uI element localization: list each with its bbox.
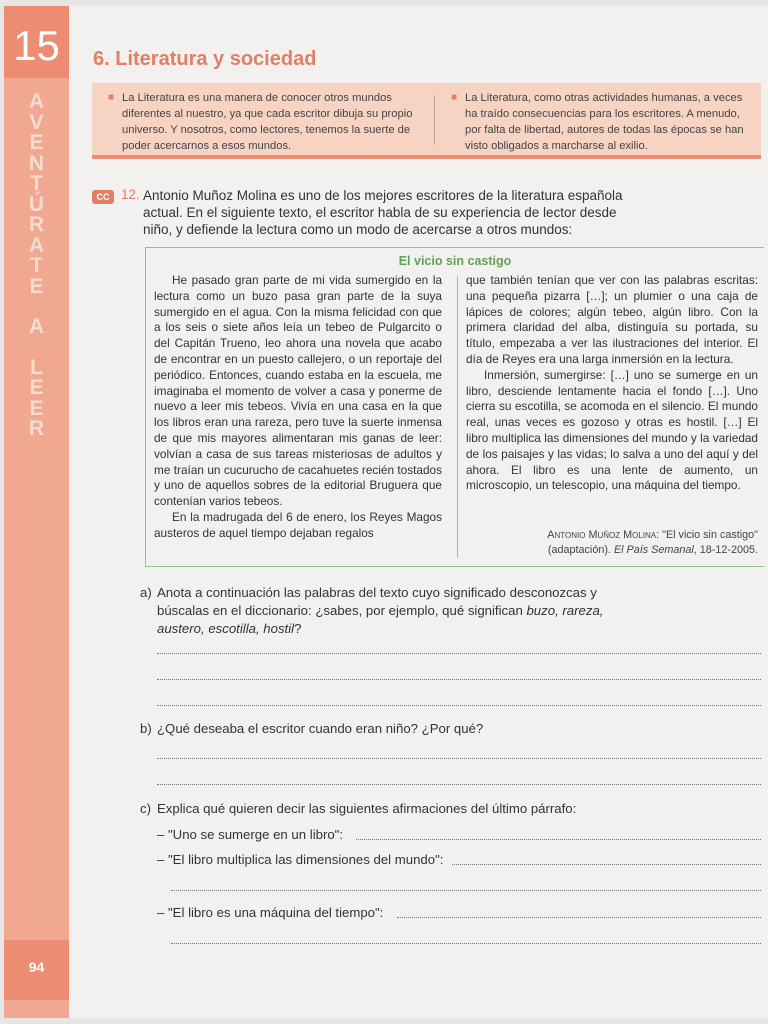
chapter-number: 15	[4, 6, 69, 78]
answer-line[interactable]	[157, 704, 761, 706]
reading-source	[466, 528, 758, 558]
column-divider	[457, 276, 458, 558]
sidebar-letter: T	[30, 254, 43, 277]
sidebar-letter: R	[28, 213, 45, 236]
statement-3: – "El libro es una máquina del tiempo":	[157, 905, 384, 920]
reading-column-right	[466, 273, 758, 494]
sidebar-letter: A	[28, 233, 45, 257]
answer-line[interactable]	[356, 838, 761, 840]
sidebar-letter: Ú	[28, 192, 45, 216]
sidebar-letter: E	[29, 274, 44, 298]
page-number: 94	[4, 940, 69, 1000]
info-right	[451, 90, 757, 154]
sidebar-letter: A	[28, 315, 45, 338]
answer-line[interactable]	[397, 916, 761, 918]
square-bullet-icon: ■	[108, 92, 115, 103]
question-b	[140, 720, 740, 738]
question-label: a)	[140, 585, 152, 600]
question-label: c)	[140, 801, 151, 816]
sidebar-gap	[4, 338, 69, 358]
question-c	[140, 800, 740, 818]
sidebar-letter: R	[28, 417, 45, 440]
question-c-text: Explica qué quieren decir las siguientes afirmaciones del último párrafo:	[157, 801, 577, 816]
reading-column-left	[154, 273, 442, 542]
source-note: (adaptación).	[547, 544, 614, 556]
sidebar-vertical-title	[4, 92, 69, 440]
sidebar-letter: T	[30, 172, 43, 195]
question-a-text-start: Anota a continuación las palabras del texto cuyo significado desconozcas y búscalas en el diccionario: ¿sabes, por ejemplo, qué significan	[157, 585, 597, 618]
statement-1: – "Uno se sumerge en un libro":	[157, 827, 344, 842]
question-a-words: buzo, rareza, austero, escotilla, hostil	[157, 603, 604, 636]
answer-line[interactable]	[171, 942, 761, 944]
info-left	[108, 90, 422, 154]
reading-paragraph: que también tenían que ver con las palabras escritas: una pequeña pizarra […]; un plumier o una caja de lápices de colores; algún tebeo, algún libro. Con la primera claridad del alba, distinguía su portada, su título, empezaba a ver las ilustraciones del interior. El día de Reyes era una larga inmersión en la lectura.	[466, 273, 758, 366]
section-title: 6. Literatura y sociedad	[93, 48, 317, 70]
sidebar-gap	[4, 297, 69, 317]
square-bullet-icon: ■	[451, 92, 458, 103]
question-number: 12.	[121, 187, 140, 202]
sidebar-letter: A	[28, 90, 45, 113]
question-label: b)	[140, 721, 152, 736]
reading-paragraph: He pasado gran parte de mi vida sumergido en la lectura como un buzo pasa gran parte de la suya sumergido en el agua. Con la misma felicidad con que a los seis o siete años leía un tebeo de Pulgarcito o del Capitán Trueno, leo ahora una novela que acabo de encontrar en un puesto callejero, o un reportaje del periódico. Entonces, cuando estaba en la escuela, me imaginaba el momento de volver a casa y ponerme de nuevo a leer mis tebeos. Vivía en una casa en la que los libros eran una rareza, pero tuve la suerte inmensa de que mis mayores alimentaran mis ganas de leer: volvían a casa de sus tareas misteriosas de adultos y me traían un cucurucho de cacahuetes recién tostados y uno de aquellos sobres de la editorial Bruguera que contenían varios tebeos.	[154, 273, 442, 509]
answer-line[interactable]	[157, 757, 761, 759]
question-text: Antonio Muñoz Molina es uno de los mejores escritores de la literatura española actual. En el siguiente texto, el escritor habla de su experiencia de lector desde niño, y defiende la lectura como un modo de acercarse a otros mundos:	[143, 188, 623, 237]
answer-line[interactable]	[452, 863, 761, 865]
sidebar-letter: E	[29, 131, 44, 154]
info-left-text: La Literatura es una manera de conocer otros mundos diferentes al nuestro, ya que cada escritor dibuja su propio universo. Y nosotros, como lectores, tenemos la suerte de poder acercarnos a esos mundos.	[122, 92, 413, 152]
question-a-text-end: ?	[294, 621, 302, 636]
answer-line[interactable]	[157, 678, 761, 680]
answer-line[interactable]	[171, 889, 761, 891]
sidebar-letter: N	[28, 151, 45, 175]
question-a-text	[157, 584, 630, 638]
reading-box	[145, 247, 764, 567]
answer-line[interactable]	[157, 783, 761, 785]
reading-paragraph: En la madrugada del 6 de enero, los Reyes Magos austeros de aquel tiempo dejaban regalos	[154, 509, 442, 540]
info-divider	[434, 95, 435, 145]
source-date: , 18-12-2005.	[693, 544, 758, 556]
statement-2: – "El libro multiplica las dimensiones del mundo":	[157, 852, 444, 867]
question-b-text: ¿Qué deseaba el escritor cuando eran niño? ¿Por qué?	[157, 721, 484, 736]
info-right-text: La Literatura, como otras actividades humanas, a veces ha traído consecuencias para los escritores. A menudo, por falta de libertad, autores de todas las épocas se han visto obligados a marcharse al exilio.	[465, 92, 744, 152]
source-author: Antonio Muñoz Molina	[547, 529, 657, 541]
reading-paragraph: Inmersión, sumergirse: […] uno se sumerge en un libro, desciende lentamente hacia el fondo […]. Uno cierra su escotilla, se acomoda en el silencio. El mundo real, unas veces es gozoso y otras es hostil. […] El libro multiplica las dimensiones del mundo y la variedad de los paisajes y las vidas; lo salva a uno del aquí y del ahora. El libro es una lente de aumento, un microscopio, un telescopio, una máquina del tiempo.	[466, 367, 758, 493]
question-a	[140, 584, 630, 638]
source-publication: El País Semanal	[613, 544, 694, 556]
info-box	[92, 83, 761, 159]
sidebar-letter: L	[30, 355, 43, 379]
sidebar-letter: V	[29, 110, 44, 134]
answer-line[interactable]	[157, 652, 761, 654]
reading-title: El vicio sin castigo	[398, 254, 512, 268]
competence-badge: CC	[92, 190, 114, 204]
source-title: : "El vicio sin castigo"	[656, 529, 758, 541]
sidebar-letter: E	[29, 396, 44, 420]
sidebar-letter: E	[29, 376, 44, 399]
